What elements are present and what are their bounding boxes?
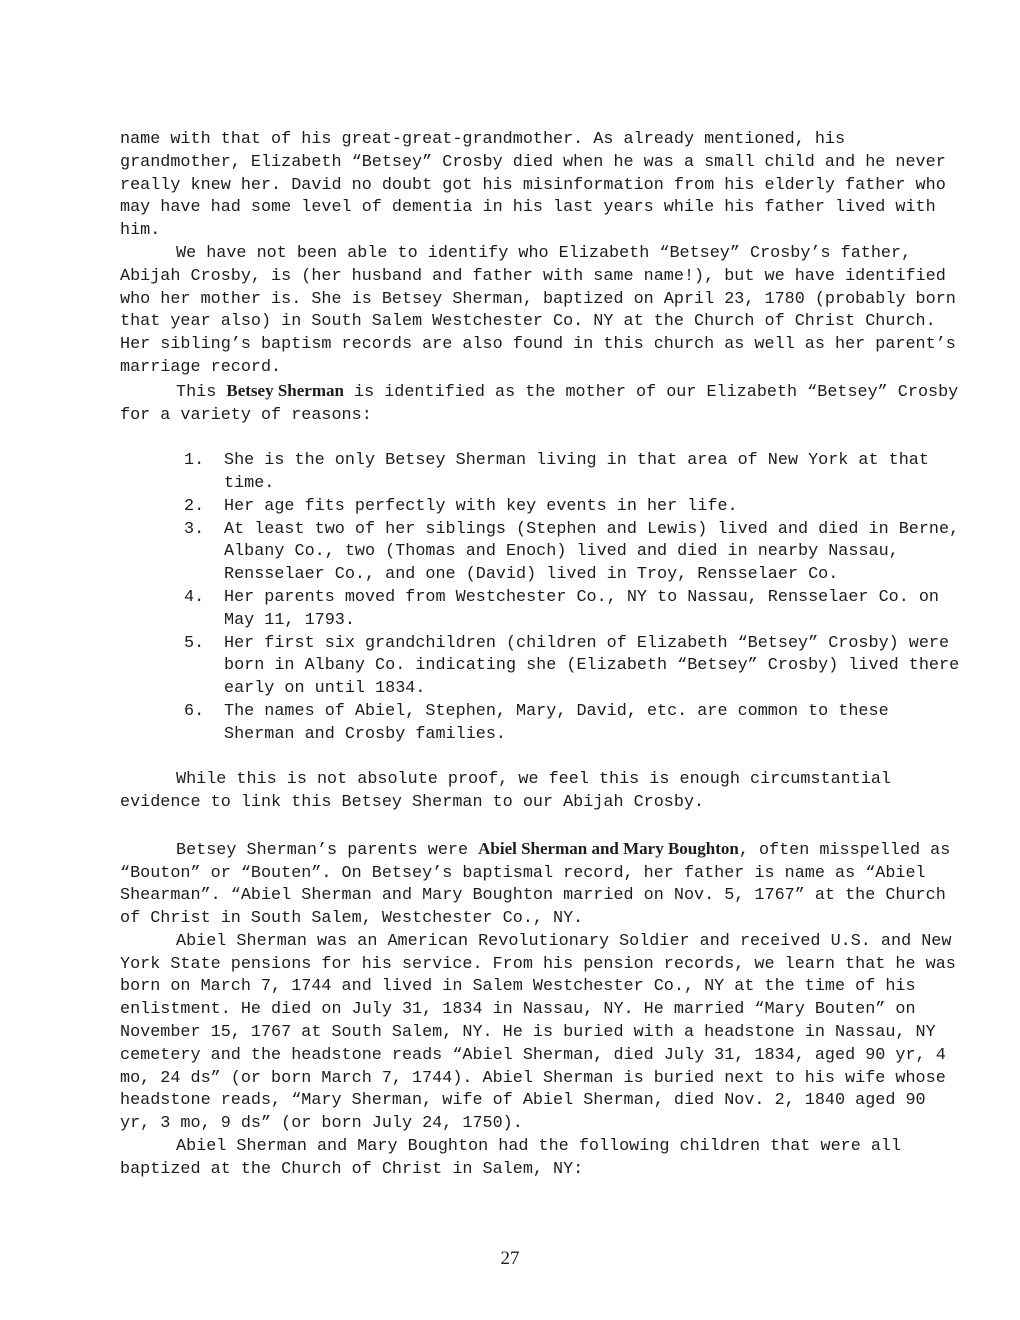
- paragraph-conclusion: While this is not absolute proof, we feel this is enough circumstantial evidence to link this Betsey Sherman to our Abijah Crosby.: [120, 770, 891, 813]
- list-number: 3.: [184, 519, 205, 539]
- list-number: 6.: [184, 701, 205, 721]
- list-text: Her age fits perfectly with key events in her life.: [224, 496, 738, 516]
- list-item: [120, 519, 960, 587]
- list-text: At least two of her siblings (Stephen and Lewis) lived and died in Berne, Albany Co., two (Thomas and Enoch) lived and died in nearby Nassau, Rensselaer Co., and one (David) lived in Troy, Rensselaer Co.: [224, 519, 960, 585]
- list-number: 4.: [184, 587, 205, 607]
- list-text: Her first six grandchildren (children of Elizabeth “Betsey” Crosby) were born in Albany Co. indicating she (Elizabeth “Betsey” Crosby) lived there early on until 1834.: [224, 633, 960, 699]
- page-number: 27: [500, 1248, 520, 1269]
- text-run: This: [176, 382, 227, 402]
- paragraph-children: Abiel Sherman and Mary Boughton had the following children that were all baptized at the Church of Christ in Salem, NY:: [120, 1137, 902, 1179]
- list-text: She is the only Betsey Sherman living in that area of New York at that time.: [224, 451, 929, 493]
- spacer: [120, 815, 960, 838]
- list-item: [120, 633, 960, 701]
- list-item: [120, 496, 960, 519]
- paragraph-parents: [120, 838, 960, 931]
- list-item: [120, 450, 960, 496]
- list-number: 2.: [184, 496, 205, 516]
- bold-name: Betsey Sherman: [226, 380, 344, 400]
- bold-name: Abiel Sherman and Mary Boughton: [478, 838, 739, 858]
- document-body: [120, 129, 960, 1182]
- text-run: , often misspelled as “Bouton” or “Bouten”. On Betsey’s baptismal record, her father is name as “Abiel Shearman”. “Abiel Sherman and Mary Boughton married on Nov. 5, 1767” at the Church of Christ in South Salem, Westchester Co., NY.: [120, 840, 951, 929]
- list-number: 1.: [184, 451, 205, 471]
- list-number: 5.: [184, 633, 205, 653]
- paragraph-betsey-sherman: [120, 380, 960, 428]
- list-text: Her parents moved from Westchester Co., NY to Nassau, Rensselaer Co. on May 11, 1793.: [224, 587, 939, 630]
- list-item: [120, 587, 960, 633]
- spacer: [120, 747, 960, 770]
- paragraph-abijah: We have not been able to identify who Elizabeth “Betsey” Crosby’s father, Abijah Crosby, is (her husband and father with same name!), but we have identified who her mother is. She is Betsey Sherman, baptized on April 23, 1780 (probably born that year also) in South Salem Westchester Co. NY at the Church of Christ Church. Her sibling’s baptism records are also found in this church as well as her parent’s marriage record.: [120, 243, 956, 377]
- list-text: The names of Abiel, Stephen, Mary, David, etc. are common to these Sherman and Crosby families.: [224, 701, 889, 744]
- text-run: is identified as the mother of our Elizabeth “Betsey” Crosby for a variety of reasons:: [120, 382, 959, 425]
- text-run: Betsey Sherman’s parents were: [176, 840, 479, 860]
- paragraph-abiel-service: Abiel Sherman was an American Revolutionary Soldier and received U.S. and New York State pensions for his service. From his pension records, we learn that he was born on March 7, 1744 and lived in Salem Westchester Co., NY at the time of his enlistment. He died on July 31, 1834 in Nassau, NY. He married “Mary Bouten” on November 15, 1767 at South Salem, NY. He is buried with a headstone in Nassau, NY cemetery and the headstone reads “Abiel Sherman, died July 31, 1834, aged 90 yr, 4 mo, 24 ds” (or born March 7, 1744). Abiel Sherman is buried next to his wife whose headstone reads, “Mary Sherman, wife of Abiel Sherman, died Nov. 2, 1840 aged 90 yr, 3 mo, 9 ds” (or born July 24, 1750).: [120, 931, 956, 1134]
- paragraph-intro: name with that of his great-great-grandmother. As already mentioned, his grandmother, Elizabeth “Betsey” Crosby died when he was a small child and he never really knew her. David no doubt got his misinformation from his elderly father who may have had some level of dementia in his last years while his father lived with him.: [120, 130, 946, 241]
- reasons-list: [120, 450, 960, 746]
- spacer: [120, 427, 960, 450]
- list-item: [120, 701, 960, 747]
